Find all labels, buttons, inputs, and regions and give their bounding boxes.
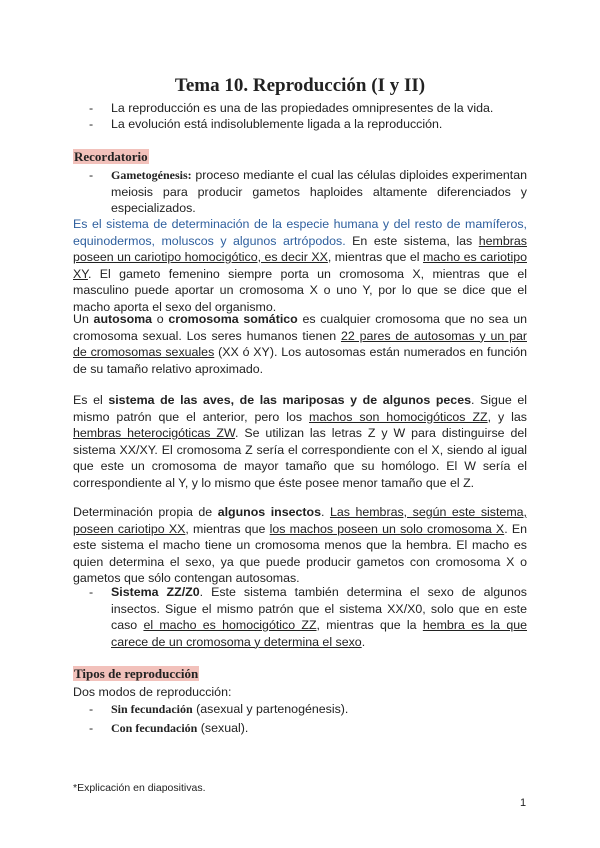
bullet-dash: - [89, 721, 94, 735]
bullet-dash: - [89, 585, 94, 599]
bullet-dash: - [89, 168, 94, 182]
zw-system-paragraph: Es el sistema de las aves, de las mariposas y de algunos peces. Sigue el mismo patrón que el anterior, pero los machos son homocigóticos ZZ, y las hembras heterocigóticas ZW. Se utilizan las letras Z y W para distinguirse del sistema XX/XY. El cromosoma Z sería el correspondiente con el X, siendo al igual que este un cromosoma de mayor tamaño que su homólogo. El W sería el correspondiente al Y, y lo mismo que éste posee menor tamaño que el Z. [73, 393, 527, 490]
page-title: Tema 10. Reproducción (I y II) [174, 75, 426, 96]
autosoma-paragraph: Un autosoma o cromosoma somático es cualquier cromosoma que no sea un cromosoma sexual. Los seres humanos tienen 22 pares de autosomas y un par de cromosomas sexuales (XX ó XY). Los autosomas están numerados en función de su tamaño relativo aproximado. [73, 312, 527, 376]
bullet-dash: - [89, 101, 94, 115]
bullet-dash: - [89, 702, 94, 716]
gametogenesis-term: Gametogénesis: [111, 168, 192, 182]
recordatorio-heading: Recordatorio [74, 149, 148, 164]
xy-system-paragraph: Es el sistema de determinación de la especie humana y del resto de mamíferos, equinodermos, moluscos y algunos artrópodos. En este sistema, las hembras poseen un cariotipo homocigótico, es decir XX, mientras que el macho es cariotipo XY. El gameto femenino siempre porta un cromosoma X, mientras que el masculino puede aportar un cromosoma X o uno Y, por lo que se dice que el macho aporta el sexo del organismo. [73, 217, 527, 314]
tipos-intro: Dos modos de reproducción: [73, 685, 232, 699]
page-number: 1 [520, 797, 527, 809]
footnote: *Explicación en diapositivas. [73, 782, 206, 794]
tipos-heading: Tipos de reproducción [74, 666, 199, 681]
insects-paragraph: Determinación propia de algunos insectos. Las hembras, según este sistema, poseen cariotipo XX, mientras que los machos poseen un solo cromosoma X. En este sistema el macho tiene un cromosoma menos que la hembra. El macho es quien determina el sexo, ya que puede producir gametos con cromosoma X o gametos que sólo contengan autosomas. [73, 505, 527, 585]
bullet-dash: - [89, 117, 94, 131]
